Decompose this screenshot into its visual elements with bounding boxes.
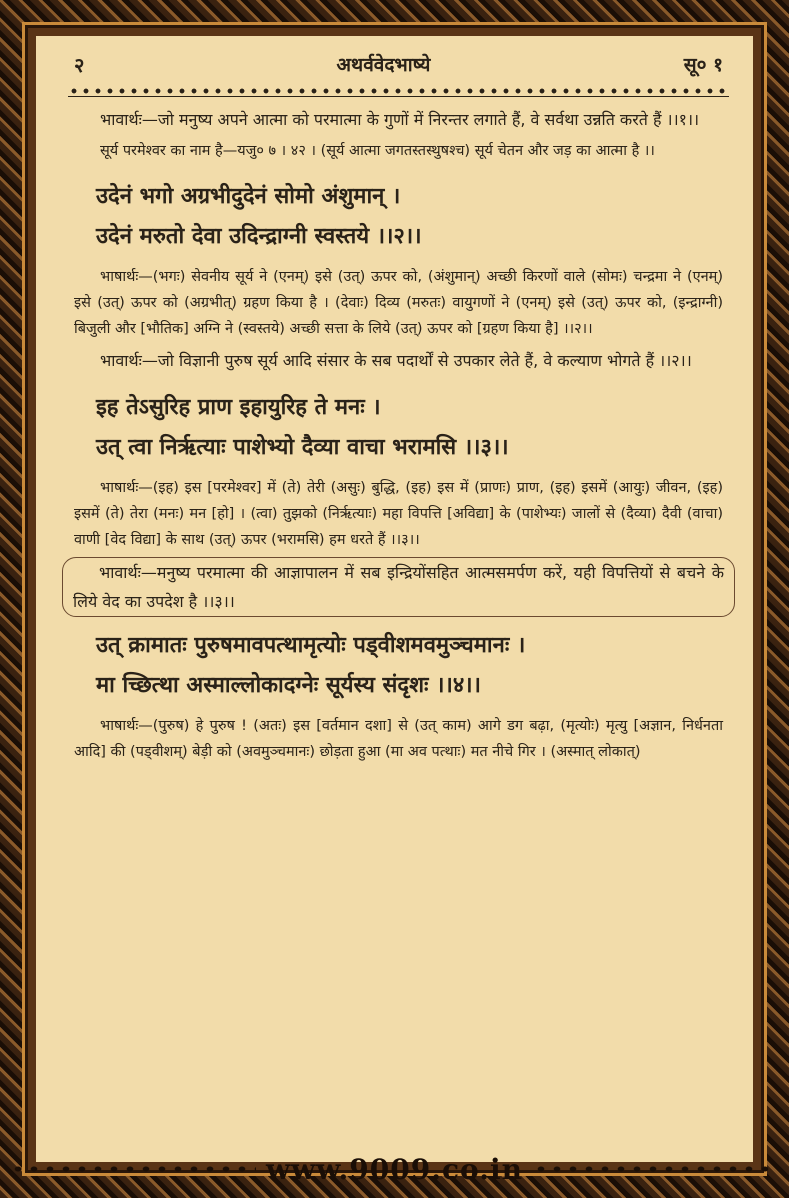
footer-ornament-right: [533, 1163, 779, 1175]
mantra-4-line-2: मा च्छित्था अस्माल्लोकादग्नेः सूर्यस्य संदृशः ।।४।।: [96, 672, 481, 698]
note-surya: सूर्य परमेश्वर का नाम है—यजु० ७ । ४२ । (सूर्य आत्मा जगतस्तस्थुषश्च) सूर्य चेतन और जड़ का आत्मा है ।।: [100, 143, 655, 159]
bhavartha-3-highlighted: भावार्थः—मनुष्य परमात्मा की आज्ञापालन में सब इन्द्रियोंसहित आत्मसमर्पण करें, यही विपत्तियों से बचने के लिये वेद का उपदेश है ।।३।।: [62, 557, 735, 617]
website-link[interactable]: www.9009.co.in: [266, 1152, 523, 1186]
bhavartha-2: भावार्थः—जो विज्ञानी पुरुष सूर्य आदि संसार के सब पदार्थों से उपकार लेते हैं, वे कल्याण भोगते हैं ।।२।।: [100, 351, 692, 370]
header-rule: [68, 86, 729, 97]
running-title: अथर्ववेदभाष्ये: [336, 54, 431, 76]
sukta-number: सू० १: [683, 54, 723, 76]
book-page: [36, 36, 753, 1162]
mantra-3-line-2: उत् त्वा निर्ऋत्याः पाशेभ्यो दैव्या वाचा भरामसि ।।३।।: [96, 434, 509, 460]
mantra-2-line-1: उदेनं भगो अग्रभीदुदेनं सोमो अंशुमान् ।: [96, 183, 401, 209]
bhavartha-1: भावार्थः—जो मनुष्य अपने आत्मा को परमात्मा के गुणों में निरन्तर लगाते हैं, वे सर्वथा उन्नति करते हैं ।।१।।: [100, 110, 700, 129]
bhashartha-4: भाषार्थः—(पुरुष) हे पुरुष ! (अतः) इस [वर्तमान दशा] से (उत् काम) आगे डग बढ़ा, (मृत्योः) मृत्यु [अज्ञान, निर्धनता आदि] की (पड्वीशम्) बेड़ी को (अवमुञ्चमानः) छोड़ता हुआ (मा अव पत्थाः) मत नीचे गिर । (अस्मात् लोकात्): [74, 718, 723, 760]
footer-ornament-left: [10, 1163, 256, 1175]
mantra-2-line-2: उदेनं मरुतो देवा उदिन्द्राग्नी स्वस्तये ।।२।।: [96, 223, 422, 249]
mantra-4-line-1: उत् क्रामातः पुरुषमावपत्थामृत्योः पड्वीशमवमुञ्चमानः ।: [96, 632, 526, 658]
page-header: [74, 42, 723, 86]
mantra-3-line-1: इह तेऽसुरिह प्राण इहायुरिह ते मनः ।: [96, 394, 381, 420]
bhashartha-2: भाषार्थः—(भगः) सेवनीय सूर्य ने (एनम्) इसे (उत्) ऊपर को, (अंशुमान्) अच्छी किरणों वाले (सोमः) चन्द्रमा ने (एनम्) इसे (उत्) ऊपर को (अग्रभीत्) ग्रहण किया है । (देवाः) दिव्य (मरुतः) वायुगणों ने (एनम्) इसे (उत्) ऊपर को, (इन्द्राग्नी) बिजुली और [भौतिक] अग्नि ने (स्वस्तये) अच्छी सत्ता के लिये (उत्) ऊपर को [ग्रहण किया है] ।।२।।: [74, 269, 723, 337]
bhashartha-3: भाषार्थः—(इह) इस [परमेश्वर] में (ते) तेरी (असुः) बुद्धि, (इह) इस में (प्राणः) प्राण, (इह) इसमें (आयुः) जीवन, (इह) इसमें (ते) तेरा (मनः) मन [हो] । (त्वा) तुझको (निर्ऋत्याः) महा विपत्ति [अविद्या] के (पाशेभ्यः) जालों से (दैव्या) दैवी (वाचा) वाणी [वेद विद्या] के साथ (उत्) ऊपर (भरामसि) हम धरते हैं ।।३।।: [74, 480, 723, 548]
footer-bar: [0, 1140, 789, 1198]
page-number: २: [74, 52, 85, 77]
